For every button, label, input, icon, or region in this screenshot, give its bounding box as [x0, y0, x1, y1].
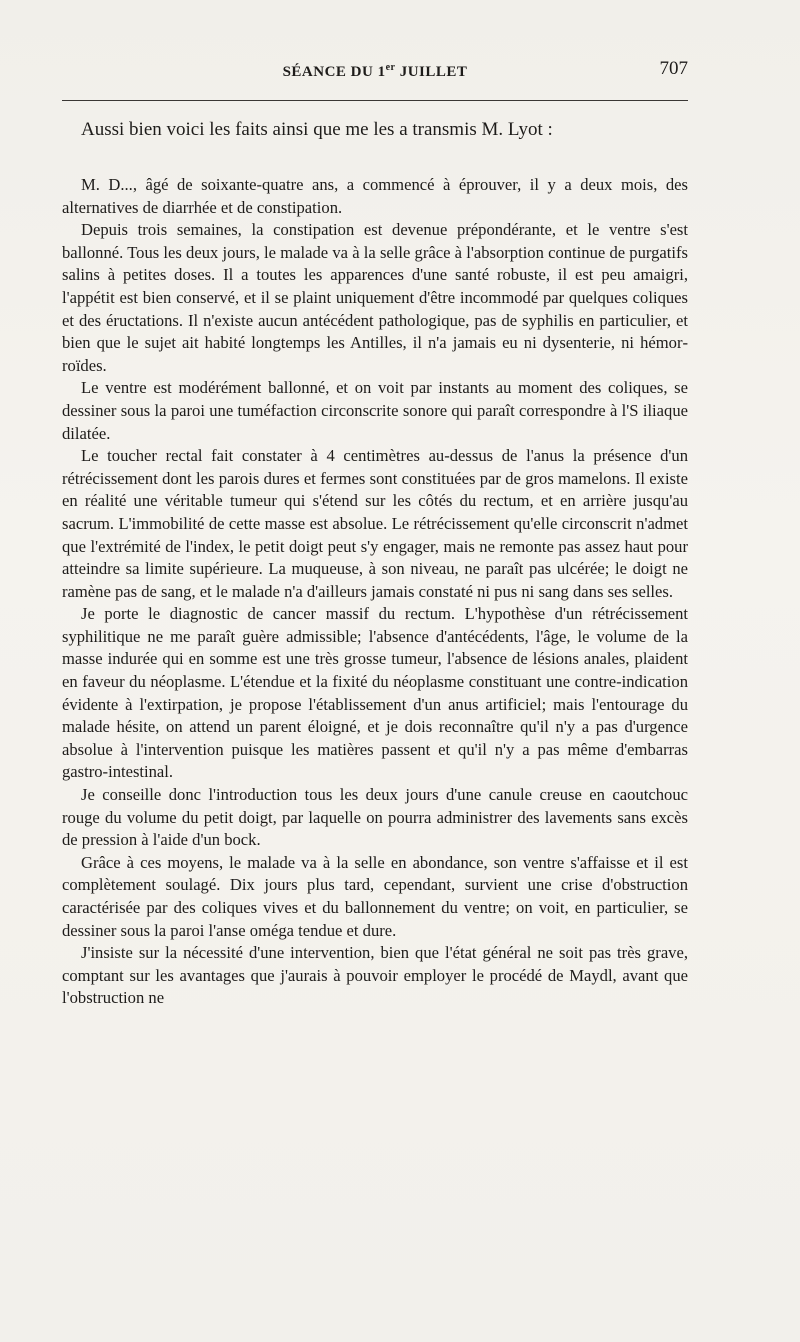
paragraph-cannula: Je conseille donc l'introduction tous les deux jours d'une canule creuse en caoutchouc rouge du volume du petit doigt, par laquelle on pourra administrer des lavements sans excès de pression à l'aide d'un bock.	[62, 785, 688, 850]
running-title-superscript: er	[385, 62, 396, 73]
paragraph-abdomen: Le ventre est modérément ballonné, et on voit par instants au moment des coliques, se dessiner sous la paroi une tuméfaction circonscrite sonore qui paraît correspondre à l'S iliaque dilatée.	[62, 378, 688, 443]
paragraph-rectal-exam: Le toucher rectal fait constater à 4 centimètres au-dessus de l'anus la présence d'un rétrécissement dont les parois dures et fermes sont constituées par de gros mamelons. Il existe en réalité une véritable tumeur qui s'étend sur les côtés du rectum, et en arrière jusqu'au sacrum. L'immobilité de cette masse est absolue. Le rétrécissement qu'elle circonscrit n'admet que l'extrémité de l'index, le petit doigt peut s'y engager, mais ne remonte pas assez haut pour atteindre sa limite supérieure. La muqueuse, à son niveau, ne paraît pas ulcérée; le doigt ne ramène pas de sang, et le malade n'a d'ailleurs jamais constaté ni pus ni sang dans ses selles.	[62, 446, 688, 601]
paragraph-constipation: Depuis trois semaines, la constipation est devenue prépondérante, et le ventre s'est ballonné. Tous les deux jours, le malade va à la selle grâce à l'absorption continue de purgatifs salins à petites doses. Il a toutes les apparences d'une santé robuste, il est peu amaigri, l'appétit est bien conservé, et il se plaint uniquement d'être incommodé par quelques coliques et des éructations. Il n'existe aucun antécédent pathologique, pas de syphilis en particulier, et bien que le sujet ait habité longtemps les Antilles, il n'a jamais eu ni dysenterie, ni hémorroïdes.	[62, 220, 688, 375]
page-number: 707	[659, 58, 688, 79]
paragraph-obstruction: Grâce à ces moyens, le malade va à la selle en abondance, son ventre s'affaisse et il est complètement soulagé. Dix jours plus tard, cependant, survient une crise d'obstruction caractérisée par des coliques vives et du ballonnement du ventre; on voit, en particulier, se dessiner sous la paroi l'anse oméga tendue et dure.	[62, 852, 688, 940]
body-text	[62, 118, 688, 1010]
header-rule	[62, 100, 688, 101]
running-title-end: JUILLET	[395, 64, 468, 80]
running-head	[62, 58, 688, 94]
paragraph-patient-history: M. D..., âgé de soixante-quatre ans, a commencé à éprouver, il y a deux mois, des alternatives de diarrhée et de constipation.	[62, 175, 688, 217]
paragraph-diagnosis: Je porte le diagnostic de cancer massif du rectum. L'hypothèse d'un rétrécissement syphilitique ne me paraît guère admissible; l'absence d'antécédents, l'âge, le volume de la masse indurée qui en somme est une très grosse tumeur, l'absence de lésions anales, plaident en faveur du néoplasme. L'étendue et la fixité du néoplasme constituant une contre-indication évidente à l'extirpation, je propose l'établissement d'un anus artificiel; mais l'entourage du malade hésite, on attend un parent éloigné, et je dois reconnaître qu'il n'y a pas d'urgence absolue à l'intervention puisque les matières passent et qu'il n'y a pas même d'embarras gastro-intestinal.	[62, 604, 688, 782]
paragraph-intervention: J'insiste sur la nécessité d'une intervention, bien que l'état général ne soit pas très grave, comptant sur les avantages que j'aurais à pouvoir employer le procédé de Maydl, avant que l'obstruction ne	[62, 943, 688, 1008]
running-title	[62, 62, 688, 81]
intro-paragraph: Aussi bien voici les faits ainsi que me les a transmis M. Lyot :	[81, 119, 553, 140]
running-title-main: SÉANCE DU 1	[282, 64, 386, 80]
